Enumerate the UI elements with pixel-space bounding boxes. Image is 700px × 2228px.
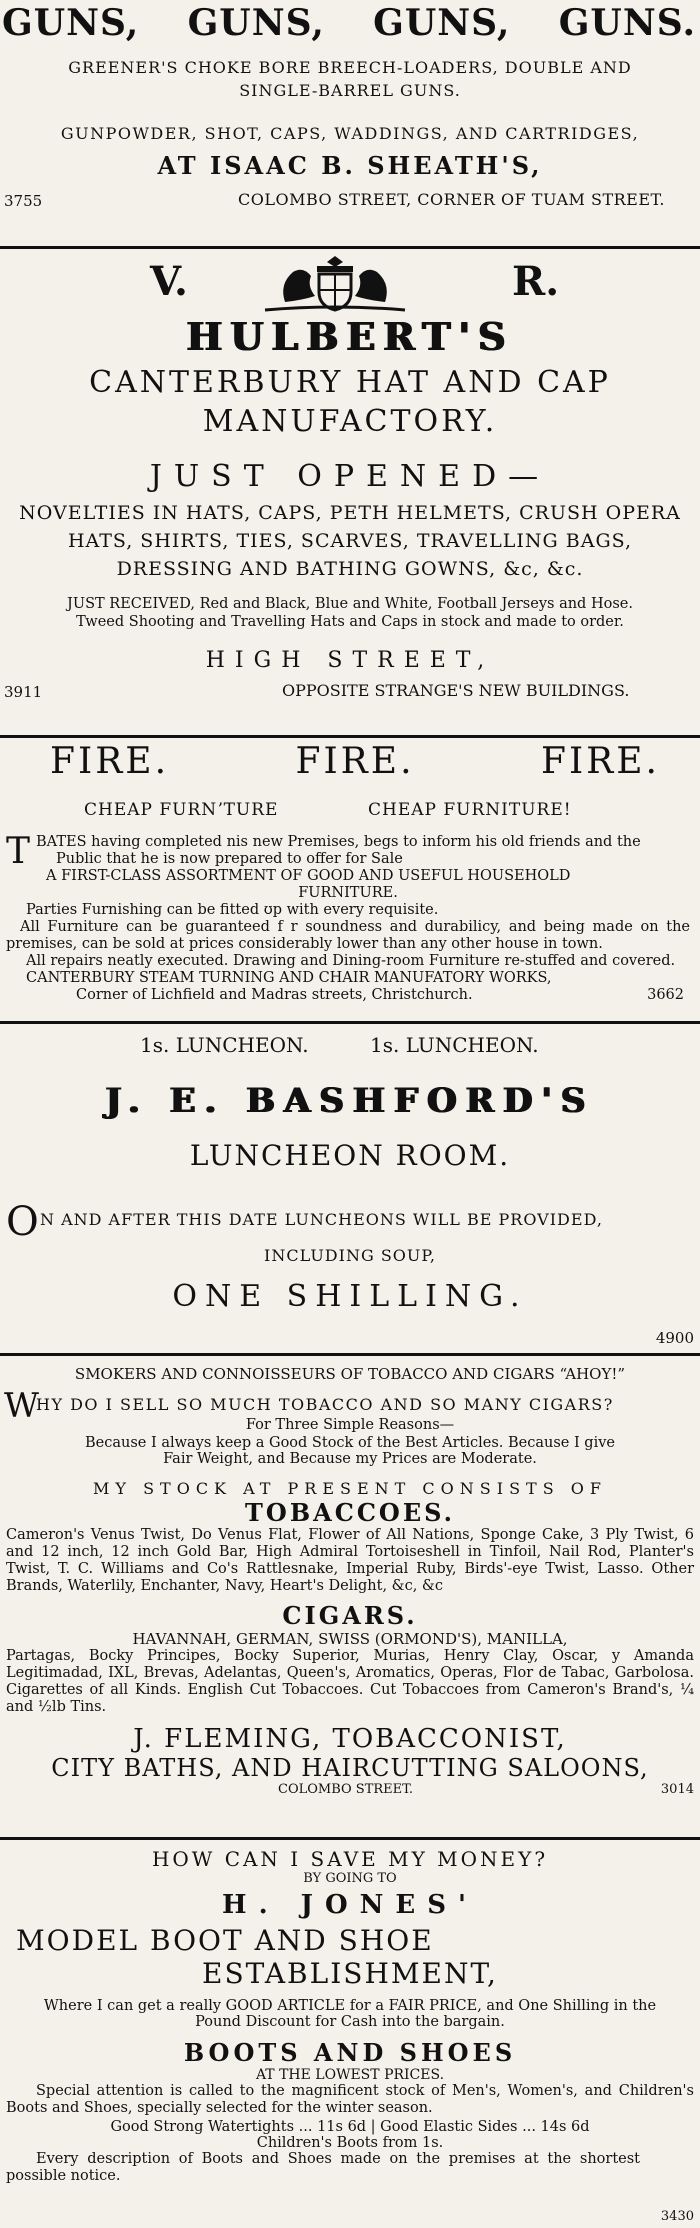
where-line: Where I can get a really GOOD ARTICLE for a FAIR PRICE, and One Shilling in the: [43, 1998, 657, 2014]
because-line: Fair Weight, and Because my Prices are Moderate.: [163, 1451, 537, 1467]
where-line: Pound Discount for Cash into the bargain.: [195, 2014, 505, 2030]
jones-advertisement: [0, 1843, 700, 2228]
lowest-prices-line: AT THE LOWEST PRICES.: [255, 2067, 445, 2083]
fire-headline: [0, 741, 700, 782]
novelties-line: NOVELTIES IN HATS, CAPS, PETH HELMETS, CRUSH OPERA: [19, 502, 681, 524]
fire-word: FIRE.: [50, 741, 170, 782]
hulbert-advertisement: [0, 252, 700, 738]
children-line: Children's Boots from 1s.: [256, 2135, 444, 2151]
guns-word: GUNS,: [373, 2, 511, 44]
luncheon-price-label: 1s. LUNCHEON.: [370, 1033, 539, 1057]
guns-headline: [0, 0, 700, 44]
guns-line: SINGLE-BARREL GUNS.: [239, 81, 461, 100]
novelties-line: DRESSING AND BATHING GOWNS, &c, &c.: [116, 558, 584, 580]
one-shilling: ONE SHILLING.: [172, 1279, 528, 1314]
smokers-line: SMOKERS AND CONNOISSEURS OF TOBACCO AND CIGARS “AHOY!”: [74, 1365, 626, 1383]
tobaccoes-heading: TOBACCOES.: [245, 1498, 455, 1527]
bashford-name: J. E. BASHFORD'S: [105, 1081, 595, 1121]
drop-cap: W: [4, 1386, 39, 1426]
guns-line: GUNPOWDER, SHOT, CAPS, WADDINGS, AND CARTRIDGES,: [60, 124, 640, 143]
fire-paragraph: All Furniture can be guaranteed f r soundness and durabilicy, and being made on the premises, can be sold at prices considerably lower than any other house in town.: [6, 919, 690, 952]
works-line: CANTERBURY STEAM TURNING AND CHAIR MANUFATORY WORKS,: [26, 970, 552, 986]
guns-word: GUNS,: [187, 2, 325, 44]
royal-r: R.: [512, 258, 560, 305]
hulbert-title: MANUFACTORY.: [202, 404, 498, 439]
luncheon-room-title: LUNCHEON ROOM.: [189, 1139, 511, 1172]
cigars-heading: CIGARS.: [282, 1601, 418, 1630]
cheap-furniture-label: CHEAP FURNʼTURE: [84, 800, 279, 820]
because-line: Because I always keep a Good Stock of the Best Articles. Because I give: [85, 1435, 615, 1451]
divider-rule: [0, 1837, 700, 1840]
fire-word: FIRE.: [295, 741, 415, 782]
ad-reference-number: 3014: [660, 1782, 694, 1797]
reasons-line: For Three Simple Reasons—: [245, 1417, 455, 1433]
establishment-line: ESTABLISHMENT,: [202, 1957, 498, 1990]
guns-store-name: AT ISAAC B. SHEATH'S,: [157, 151, 543, 180]
model-line-text: MODEL BOOT AND SHOE: [16, 1924, 434, 1957]
guns-word: GUNS.: [558, 2, 696, 44]
ad-reference-number: 3755: [4, 192, 43, 210]
price-line: Good Strong Watertights ... 11s 6d | Good Elastic Sides ... 14s 6d: [110, 2119, 590, 2135]
model-line: [0, 1924, 700, 1957]
guns-line: GREENER'S CHOKE BORE BREECH-LOADERS, DOUBLE AND: [68, 58, 632, 77]
hulbert-title: CANTERBURY HAT AND CAP: [89, 365, 611, 400]
luncheon-line: N AND AFTER THIS DATE LUNCHEONS WILL BE PROVIDED,: [40, 1210, 603, 1229]
fire-paragraph: Public that he is now prepared to offer for Sale: [56, 851, 403, 867]
corner-line: Corner of Lichfield and Madras streets, Christchurch.: [76, 987, 473, 1003]
guns-address: COLOMBO STREET, CORNER OF TUAM STREET.: [238, 190, 665, 209]
save-money-question: HOW CAN I SAVE MY MONEY?: [151, 1847, 549, 1871]
guns-word: GUNS,: [2, 2, 140, 44]
by-going-line: BY GOING TO: [303, 1871, 397, 1886]
every-description-paragraph: Every description of Boots and Shoes made on the premises at the shortest possible notice.: [6, 2151, 640, 2184]
fire-paragraph: BATES having completed nis new Premises, begs to inform his old friends and the: [36, 834, 641, 850]
royal-v: V.: [150, 258, 188, 305]
guns-advertisement: [0, 0, 700, 250]
ad-reference-number: 3911: [4, 683, 43, 701]
fire-paragraph: All repairs neatly executed. Drawing and Dining-room Furniture re-stuffed and covered.: [26, 953, 676, 969]
fire-paragraph: Parties Furnishing can be fitted ʊp with every requisite.: [26, 902, 439, 918]
stock-line: MY STOCK AT PRESENT CONSISTS OF: [93, 1479, 607, 1498]
fire-paragraph: FURNITURE.: [298, 885, 398, 901]
drop-cap: T: [6, 831, 31, 872]
luncheon-price-label: 1s. LUNCHEON.: [140, 1033, 309, 1057]
jones-name: H. JONES': [222, 1890, 478, 1920]
fire-advertisement: [0, 741, 700, 1003]
street-heading: HIGH STREET,: [205, 648, 495, 673]
cigars-origins: HAVANNAH, GERMAN, SWISS (ORMOND'S), MANILLA,: [132, 1630, 568, 1648]
cigars-list: Partagas, Bocky Principes, Bocky Superior, Murias, Henry Clay, Oscar, y Amanda Legitimadad, IXL, Brevas, Adelantas, Queen's, Aromatics, Operas, Flor de Tabac, Garbolosa. Cigarettes of all Kinds. English Cut Tobaccoes. Cut Tobaccoes from Cameron's Brand's, ¼ and ½lb Tins.: [6, 1648, 694, 1715]
why-line: HY DO I SELL SO MUCH TOBACCO AND SO MANY CIGARS?: [36, 1395, 614, 1414]
fleming-name: J. FLEMING, TOBACCONIST,: [133, 1724, 567, 1754]
divider-rule: [0, 246, 700, 249]
received-line: Tweed Shooting and Travelling Hats and Caps in stock and made to order.: [76, 614, 624, 630]
luncheon-advertisement: [0, 1027, 700, 1355]
ad-reference-number: 3430: [660, 2209, 694, 2224]
novelties-line: HATS, SHIRTS, TIES, SCARVES, TRAVELLING BAGS,: [67, 530, 633, 552]
tobacco-advertisement: [0, 1359, 700, 1837]
divider-rule: [0, 735, 700, 738]
fire-word: FIRE.: [540, 741, 660, 782]
drop-cap: O: [6, 1199, 39, 1245]
boots-heading: BOOTS AND SHOES: [183, 2038, 517, 2067]
tobacco-list: Cameron's Venus Twist, Do Venus Flat, Flower of All Nations, Sponge Cake, 3 Ply Twist, 6 and 12 inch, 12 inch Gold Bar, High Admiral Tortoiseshell in Tinfoil, Nail Rod, Planter's Twist, T. C. Williams and Co's Rattlesnake, Imperial Ruby, Birds'-eye Twist, Lasso. Other Brands, Waterlily, Enchanter, Navy, Heart's Delight, &c, &c: [6, 1527, 694, 1594]
ad-reference-number: 3662: [647, 987, 684, 1003]
divider-rule: [0, 1353, 700, 1356]
cheap-furniture-label: CHEAP FURNITURE!: [368, 800, 572, 820]
baths-line: CITY BATHS, AND HAIRCUTTING SALOONS,: [51, 1754, 649, 1782]
opposite-line: OPPOSITE STRANGE'S NEW BUILDINGS.: [282, 681, 630, 700]
divider-rule: [0, 1021, 700, 1024]
received-line: JUST RECEIVED, Red and Black, Blue and White, Football Jerseys and Hose.: [67, 596, 633, 612]
royal-coat-of-arms-icon: [245, 252, 425, 314]
ad-reference-number: 4900: [655, 1329, 694, 1347]
fire-paragraph: A FIRST-CLASS ASSORTMENT OF GOOD AND USEFUL HOUSEHOLD: [46, 868, 571, 884]
luncheon-line: INCLUDING SOUP,: [264, 1246, 436, 1265]
colombo-street: COLOMBO STREET.: [278, 1782, 414, 1797]
just-opened-heading: JUST OPENED—: [149, 459, 551, 494]
special-paragraph: Special attention is called to the magnificent stock of Men's, Women's, and Children's Boots and Shoes, specially selected for the winter season.: [6, 2083, 694, 2116]
hulbert-name: HULBERT'S: [186, 314, 514, 359]
